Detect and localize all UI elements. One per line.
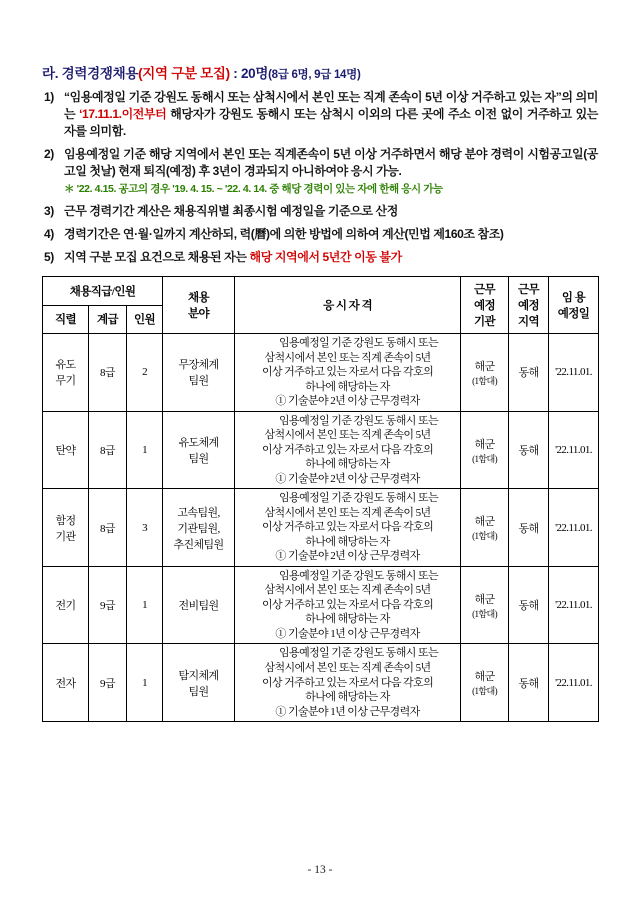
qualification-line: 하나에 해당하는 자	[305, 535, 390, 548]
cell-qualification	[235, 489, 461, 567]
work-org-name: 해군	[474, 438, 495, 451]
note-number: 2)	[44, 147, 54, 162]
work-org-name: 해군	[474, 516, 495, 529]
text-line: 동해	[518, 677, 539, 690]
text-line: 8급	[100, 522, 115, 535]
text-line: 유도체계	[178, 437, 219, 450]
qualification-line: ① 기술분야 2년 이상 근무경력자	[275, 550, 420, 563]
qualification-line: 임용예정일 기준 강원도 동해시 또는	[279, 492, 439, 505]
cell-job	[43, 334, 89, 412]
qualification-line: 삼척시에서 본인 또는 직계 존속이 5년	[264, 351, 431, 364]
heading-bracket: (지역 구분 모집)	[138, 66, 230, 81]
text-line: 탐지체계	[178, 669, 219, 682]
work-org-name: 해군	[474, 671, 495, 684]
cell-job	[43, 644, 89, 722]
header-qualification: 응 시 자 격	[235, 277, 461, 334]
text-line: 임 용	[561, 292, 586, 305]
text-line: 기관팀원,	[177, 522, 220, 535]
note-text-part: 지역 구분 모집 요건으로 채용된 자는	[64, 250, 250, 265]
cell-work-org	[461, 644, 509, 722]
work-org-unit: (1함대)	[472, 375, 497, 386]
text-line: 무장체계	[178, 359, 219, 372]
text-line: 팀원	[188, 453, 209, 466]
qualification-line: 삼척시에서 본인 또는 직계 존속이 5년	[264, 506, 431, 519]
cell-work-org	[461, 566, 509, 644]
header-appoint-date	[549, 277, 599, 334]
note-text-part: 임용예정일 기준 해당 지역에서 본인 또는 직계존속이 5년 이상 거주하면서 해당 분야 경력이 시험공고일(공고일 첫날) 현재 퇴직(예정) 후 3년이 경과되지 아니하여야 응시 가능.	[64, 147, 598, 179]
text-line: 8급	[100, 445, 115, 458]
qualification-line: 삼척시에서 본인 또는 직계 존속이 5년	[264, 584, 431, 597]
notes-list	[42, 89, 598, 266]
heading-colon: :	[229, 66, 241, 81]
heading-count: 20명	[240, 66, 269, 81]
qualification-line: 임용예정일 기준 강원도 동해시 또는	[279, 414, 439, 427]
note-item	[44, 203, 598, 220]
note-text	[64, 146, 598, 180]
cell-work-org	[461, 334, 509, 412]
note-item	[44, 89, 598, 140]
text-line: 전자	[55, 677, 76, 690]
text-line: 9급	[100, 677, 115, 690]
text-line: 근무	[518, 284, 540, 297]
cell-appoint-date	[549, 411, 599, 489]
cell-grade	[89, 489, 127, 567]
cell-work-area	[509, 489, 549, 567]
table-row	[43, 334, 599, 412]
text-line: 예정	[518, 300, 540, 313]
cell-count	[127, 644, 163, 722]
cell-qualification	[235, 644, 461, 722]
text-line: 함정	[55, 514, 76, 527]
cell-field	[163, 334, 235, 412]
note-text	[64, 226, 598, 243]
work-org-name: 해군	[474, 360, 495, 373]
document-content	[42, 62, 598, 722]
text-line: 1	[142, 599, 147, 612]
table-row	[43, 411, 599, 489]
section-heading	[42, 62, 598, 82]
text-line: 무기	[55, 375, 76, 388]
text-line: 예정일	[557, 308, 590, 321]
qualification-line: 임용예정일 기준 강원도 동해시 또는	[279, 569, 439, 582]
table-header-row-1	[43, 277, 599, 306]
heading-label: 라. 경력경쟁채용	[42, 66, 139, 81]
text-line: 기관	[474, 316, 496, 329]
header-work-area	[509, 277, 549, 334]
cell-appoint-date	[549, 644, 599, 722]
note-text-part: “임용예정일 기준 강원도 동해시 또는 삼척시에서 본인 또는 직계 존속이 5년 이상 거주하고 있는 자”의 의미는	[64, 90, 598, 122]
text-line: 지역	[518, 316, 540, 329]
note-number: 4)	[44, 227, 54, 242]
note-text-emphasis: ‘17.11.1.이전부터	[79, 107, 167, 122]
cell-appoint-date	[549, 566, 599, 644]
note-item	[44, 226, 598, 243]
text-line: 채용	[188, 292, 210, 305]
note-number: 5)	[44, 250, 54, 265]
table-row	[43, 489, 599, 567]
text-line: '22.11.01.	[555, 521, 592, 534]
cell-qualification	[235, 411, 461, 489]
header-job: 직렬	[43, 305, 89, 334]
note-text	[64, 249, 598, 266]
header-field	[163, 277, 235, 334]
cell-grade	[89, 334, 127, 412]
cell-work-area	[509, 334, 549, 412]
text-line: 동해	[518, 445, 539, 458]
note-number: 1)	[44, 90, 54, 104]
qualification-line: ① 기술분야 1년 이상 근무경력자	[275, 627, 420, 640]
cell-count	[127, 489, 163, 567]
qualification-line: 삼척시에서 본인 또는 직계 존속이 5년	[264, 429, 431, 442]
text-line: 팀원	[188, 685, 209, 698]
text-line: 동해	[518, 367, 539, 380]
cell-grade	[89, 566, 127, 644]
table-row	[43, 644, 599, 722]
qualification-line: 이상 거주하고 있는 자로서 다음 각호의	[261, 443, 434, 456]
cell-count	[127, 334, 163, 412]
text-line: '22.11.01.	[555, 366, 592, 379]
recruitment-table	[42, 276, 599, 722]
qualification-line: 이상 거주하고 있는 자로서 다음 각호의	[261, 598, 434, 611]
text-line: 기관	[55, 530, 76, 543]
text-line: '22.11.01.	[555, 599, 592, 612]
text-line: 탄약	[55, 445, 76, 458]
cell-count	[127, 411, 163, 489]
cell-qualification	[235, 566, 461, 644]
table-body	[43, 334, 599, 722]
note-number: 3)	[44, 204, 54, 219]
header-grade: 계급	[89, 305, 127, 334]
text-line: 근무	[474, 284, 496, 297]
note-text	[64, 203, 598, 220]
text-line: 1	[142, 676, 147, 689]
qualification-line: 이상 거주하고 있는 자로서 다음 각호의	[261, 366, 434, 379]
text-line: 예정	[474, 300, 496, 313]
cell-field	[163, 411, 235, 489]
qualification-line: 삼척시에서 본인 또는 직계 존속이 5년	[264, 661, 431, 674]
cell-job	[43, 566, 89, 644]
cell-field	[163, 489, 235, 567]
text-line: 유도	[55, 359, 76, 372]
text-line: 동해	[518, 522, 539, 535]
cell-work-area	[509, 411, 549, 489]
work-org-name: 해군	[474, 593, 495, 606]
cell-work-area	[509, 566, 549, 644]
qualification-line: 임용예정일 기준 강원도 동해시 또는	[279, 647, 439, 660]
note-text-part: 경력기간은 연·월·일까지 계산하되, 력(曆)에 의한 방법에 의하여 계산(민법 제160조 참조)	[64, 227, 504, 242]
text-line: 팀원	[188, 375, 209, 388]
cell-field	[163, 644, 235, 722]
qualification-line: 이상 거주하고 있는 자로서 다음 각호의	[261, 676, 434, 689]
text-line: 2	[142, 366, 147, 379]
note-text-part: 근무 경력기간 계산은 채용직위별 최종시험 예정일을 기준으로 산정	[64, 204, 398, 219]
qualification-line: 하나에 해당하는 자	[305, 691, 390, 704]
cell-job	[43, 411, 89, 489]
qualification-line: ① 기술분야 1년 이상 근무경력자	[275, 705, 420, 718]
cell-work-org	[461, 411, 509, 489]
text-line: 1	[142, 444, 147, 457]
page-number: - 13 -	[307, 864, 333, 876]
qualification-line: 임용예정일 기준 강원도 동해시 또는	[279, 337, 439, 350]
text-line: '22.11.01.	[555, 444, 592, 457]
qualification-line: ① 기술분야 2년 이상 근무경력자	[275, 472, 420, 485]
text-line: '22.11.01.	[555, 676, 592, 689]
text-line: 고속팀원,	[177, 506, 220, 519]
cell-appoint-date	[549, 489, 599, 567]
table-row	[43, 566, 599, 644]
note-text	[64, 89, 598, 140]
note-item	[44, 249, 598, 266]
work-org-unit: (1함대)	[472, 608, 497, 619]
text-line: 분야	[188, 308, 210, 321]
qualification-line: 하나에 해당하는 자	[305, 613, 390, 626]
header-rank-group: 채용직급/인원	[43, 277, 163, 306]
note-item	[44, 146, 598, 197]
qualification-line: 이상 거주하고 있는 자로서 다음 각호의	[261, 521, 434, 534]
work-org-unit: (1함대)	[472, 453, 497, 464]
qualification-line: ① 기술분야 2년 이상 근무경력자	[275, 395, 420, 408]
text-line: 9급	[100, 600, 115, 613]
text-line: 추진체팀원	[173, 538, 224, 551]
work-org-unit: (1함대)	[472, 531, 497, 542]
text-line: 3	[142, 521, 147, 534]
work-org-unit: (1함대)	[472, 686, 497, 697]
heading-detail: (8급 6명, 9급 14명)	[268, 69, 361, 81]
text-line: 전기	[55, 600, 76, 613]
note-subtext: ＊ '22. 4.15. 공고의 경우 '19. 4. 15. ~ '22. 4. 14. 중 해당 경력이 있는 자에 한해 응시 가능	[64, 183, 443, 196]
text-line: 전비팀원	[178, 600, 219, 613]
qualification-line: 하나에 해당하는 자	[305, 380, 390, 393]
cell-work-area	[509, 644, 549, 722]
header-count: 인원	[127, 305, 163, 334]
note-text-part: 해당자가 강원도 동해시 또는 삼척시 이외의 다른 곳에 주소 이전 없이 거주하고 있는 자를 의미함.	[64, 107, 598, 139]
note-text-emphasis: 해당 지역에서 5년간 이동 불가	[249, 250, 402, 265]
qualification-line: 하나에 해당하는 자	[305, 458, 390, 471]
cell-count	[127, 566, 163, 644]
text-line: 8급	[100, 367, 115, 380]
text-line: 동해	[518, 600, 539, 613]
cell-job	[43, 489, 89, 567]
cell-work-org	[461, 489, 509, 567]
cell-grade	[89, 411, 127, 489]
cell-qualification	[235, 334, 461, 412]
cell-grade	[89, 644, 127, 722]
header-work-org	[461, 277, 509, 334]
cell-appoint-date	[549, 334, 599, 412]
cell-field	[163, 566, 235, 644]
